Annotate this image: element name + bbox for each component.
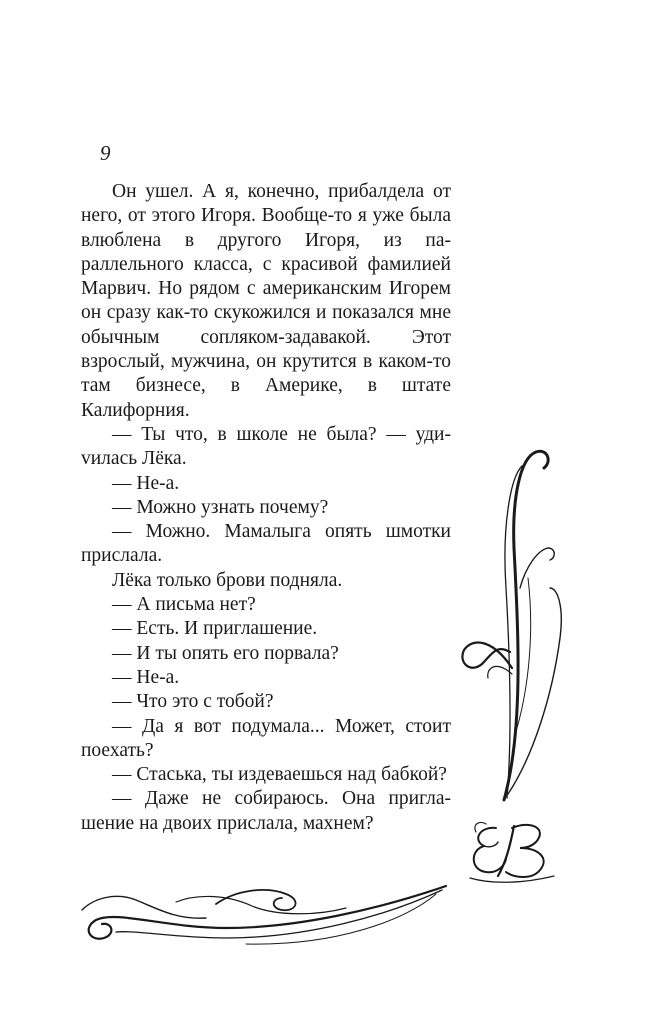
dialogue-line: — Не-а. [112,472,180,494]
dialogue-line: — А письма нет? [112,594,256,616]
dialogue-line: — Не-а. [112,666,180,688]
dialogue-line: — И ты опять его порвала? [112,642,339,664]
dialogue-line: — Можно. Мамалыга опять шмотки прислала. [81,521,451,567]
dialogue-line: — Есть. И приглашение. [112,618,318,640]
page-number: 9 [100,141,111,165]
dialogue-line: — Ты что, в школе не была? — удиvилась Лёка. [81,423,451,470]
paragraph: Лёка только брови подняла. [112,569,343,591]
monogram [466,818,558,886]
story-text [81,180,451,836]
dialogue-line: — Стаська, ты издеваешься над бабкой? [112,764,447,786]
dialogue-line: — Что это с тобой? [112,691,274,713]
paragraph: Он ушел. А я, конечно, прибалдела от него, от этого Игоря. Вообще-то я уже была влюблена в другого Игоря, из параллельного класса, с красивой фамилией Марвич. Но рядом с американским Игорем он сразу как-то скукожился и показался мне обычным сопляком-задавакой. Этот взрослый, мужчина, он крутится в каком-то там бизнесе, в Америке, в штате Калифорния. [81,181,451,421]
dialogue-line: — Даже не собираюсь. Она приглашение на двоих прислала, махнем? [81,788,451,834]
dialogue-line: — Можно узнать почему? [112,496,329,518]
swirl-ornament [76,880,448,950]
dialogue-line: — Да я вот подумала... Может, стоит поехать? [81,715,451,761]
vine-ornament [452,438,568,808]
